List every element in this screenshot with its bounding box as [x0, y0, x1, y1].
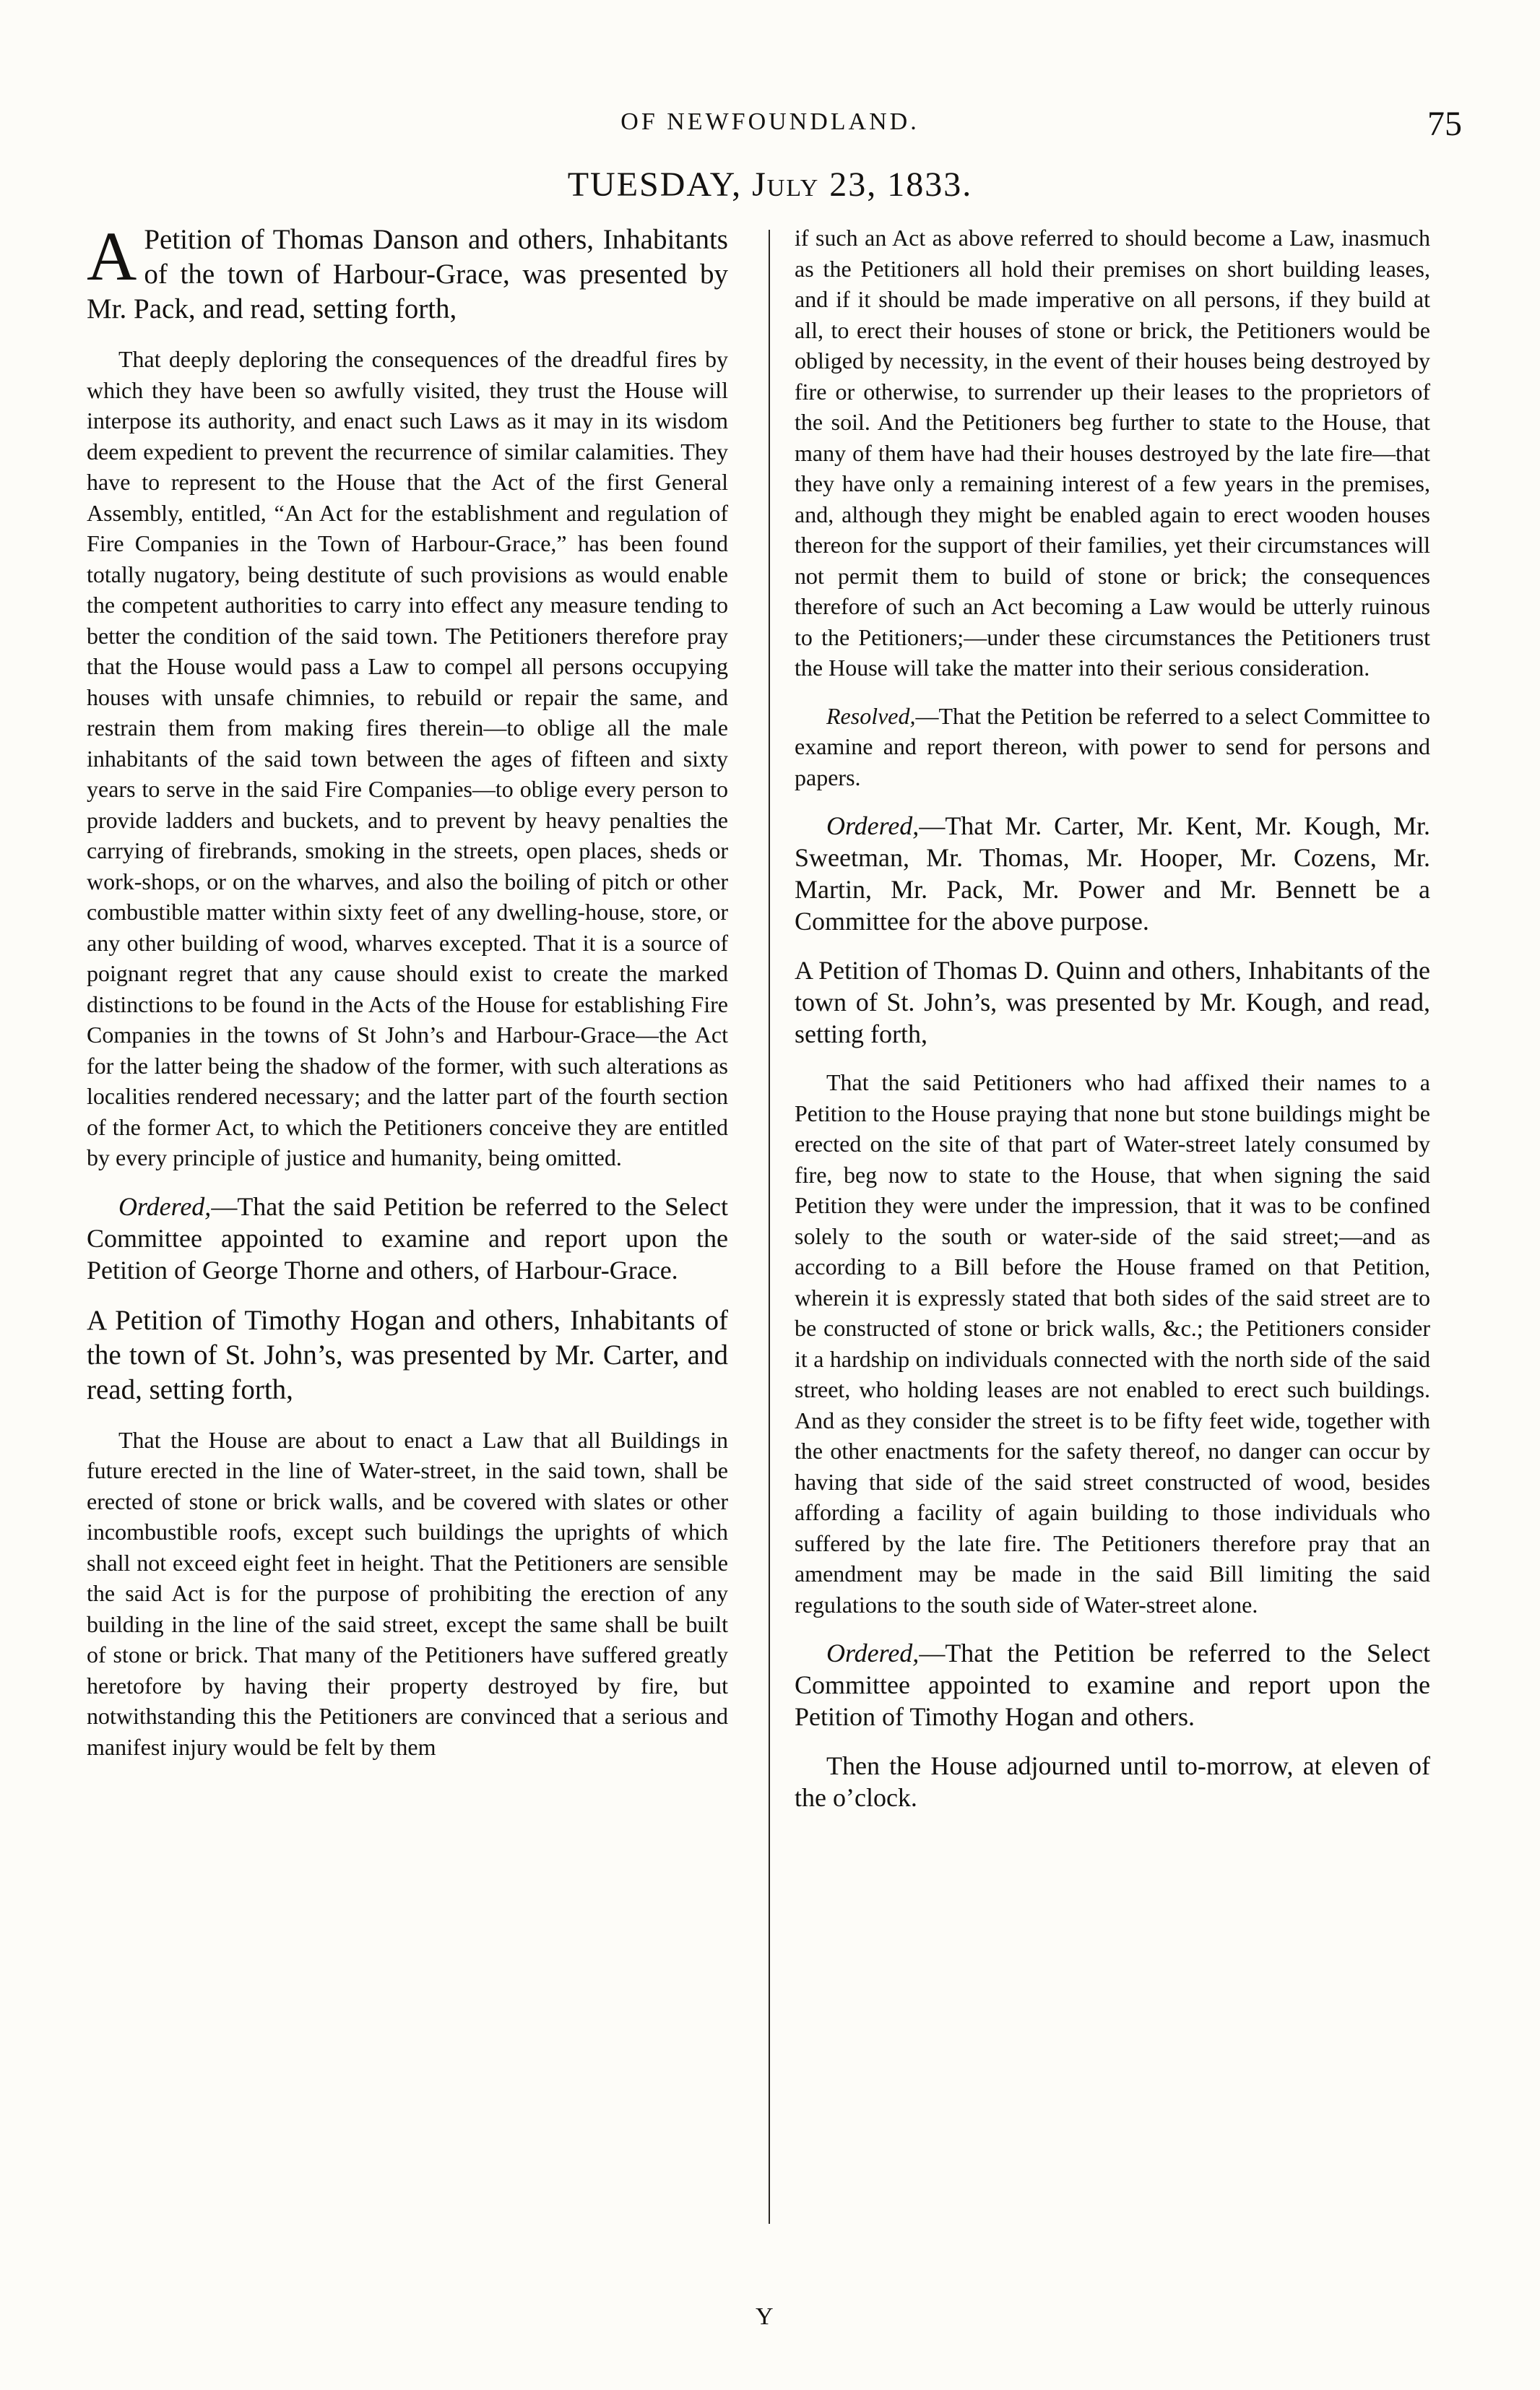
drop-cap: A — [87, 217, 137, 295]
order-lead: Ordered, — [826, 811, 920, 840]
petition-quinn-body: That the said Petitioners who had affixed their names to a Petition to the House praying that none but stone buildings might be erected on the site of that part of Water-street lately consumed by fire, beg now to state to the House, that when signing the said Petition they were under the impression, that it was to be confined solely to the south or water-side of the said street;—and as according to a Bill before the House framed on that Petition, wherein it is expressly stated that both sides of the said street are to be constructed of stone or brick walls, &c.; the Petitioners consider it a hardship on individuals connected with the north side of the said street, who holding leases are not enabled to erect such buildings. And as they consider the street is to be fifty feet wide, together with the other enactments for the safety thereof, no danger can occur by having that side of the said street constructed of wood, besides affording a facility of again building to those individuals who suffered by the late fire. The Petitioners therefore pray that an amendment may be made in the said Bill limiting the said regulations to the south side of Water-street alone. — [795, 1069, 1430, 1618]
petition-danson-body: That deeply deploring the consequences of the dreadful fires by which they have been so awfully visited, they trust the House will interpose its authority, and enact such Laws as it may in its wisdom deem expedient to prevent the recurrence of similar calamities. They have to represent to the House that the Act of the first General Assembly, entitled, “An Act for the establishment and regulation of Fire Companies in the Town of Harbour-Grace,” has been found totally nugatory, being destitute of such provisions as would enable the competent authorities to carry into effect any measure tending to better the condition of the said town. The Petitioners therefore pray that the House would pass a Law to compel all persons occupying houses with unsafe chimnies, to rebuild or repair the same, and restrain them from making fires therein—to oblige all the male inhabitants of the said town between the ages of fifteen and sixty years to serve in the said Fire Companies—to oblige every person to provide ladders and buckets, and to prevent by heavy penalties the carrying of firebrands, smoking in the streets, open places, sheds or work-shops, or on the wharves, and also the boiling of pitch or other combustible matter within sixty feet of any dwelling-house, store, or any other building of wood, wharves excepted. That it is a source of poignant regret that any cause should exist to create the marked distinctions to be found in the Acts of the House for establishing Fire Companies in the towns of St John’s and Harbour-Grace—the Act for the latter being the shadow of the former, with such alterations as localities rendered necessary; and the latter part of the fourth section of the former Act, to which the Petitioners conceive they are entitled by every principle of justice and humanity, being omitted. — [87, 346, 728, 1170]
petition-hogan-body: That the House are about to enact a Law that all Buildings in future erected in the line of Water-street, in the said town, shall be erected of stone or brick walls, and be covered with slates or other incombustible roofs, except such buildings the uprights of which shall not exceed eight feet in height. That the Petitioners are sensible the said Act is for the purpose of prohibiting the erection of any building in the line of the said street, except the same shall be built of stone or brick. That many of the Petitioners have suffered greatly heretofore by having their property destroyed by fire, but notwithstanding this the Petitioners are convinced that a serious and manifest injury would be felt by them — [87, 1426, 728, 1760]
order-text: —That the said Petition be referred to the Select Committee appointed to examine and report upon the Petition of George Thorne and others, of Harbour-Grace. — [87, 1191, 728, 1285]
petition-danson-heading — [87, 217, 728, 327]
session-date: TUESDAY, July 23, 1833. — [567, 165, 973, 204]
order-committee — [795, 810, 1430, 937]
column-divider — [769, 230, 770, 2224]
petition-hogan-body-continued: if such an Act as above referred to should become a Law, inasmuch as the Petitioners all hold their premises on short building leases, and if it should be made imperative on all persons, if they build at all, to erect their houses of stone or brick, the Petitioners would be obliged by necessity, in the event of their houses being destroyed by fire or otherwise, to surrender up their leases to the proprietors of the soil. And the Petitioners beg further to state to the House, that many of them have had their houses destroyed by the late fire—that they have only a remaining interest of a few years in the premises, and, although they might be enabled again to erect wooden houses thereon for the support of their families, yet their circumstances will not permit them to build of stone or brick; the consequences therefore of such an Act becoming a Law would be utterly ruinous to the Petitioners;—under these circumstances the Petitioners trust the House will take the matter into their serious consideration. — [795, 225, 1430, 681]
running-head — [0, 105, 1540, 152]
order-danson — [87, 1191, 728, 1286]
left-column — [87, 217, 728, 1779]
petition-quinn-heading: A Petition of Thomas D. Quinn and others, Inhabitants of the town of St. John’s, was presented by Mr. Kough, and read, setting forth, — [795, 956, 1430, 1048]
page-number: 75 — [1427, 105, 1462, 143]
petition-hogan-heading: A Petition of Timothy Hogan and others, Inhabitants of the town of St. John’s, was presented by Mr. Carter, and read, setting forth, — [87, 1304, 728, 1405]
resolved-hogan — [795, 701, 1430, 793]
order-text: —That the Petition be referred to the Select Committee appointed to examine and report upon the Petition of Timothy Hogan and others. — [795, 1639, 1430, 1731]
signature-mark: Y — [756, 2303, 774, 2330]
resolved-lead: Resolved, — [826, 702, 916, 729]
running-title: OF NEWFOUNDLAND. — [620, 108, 920, 135]
order-lead: Ordered, — [118, 1191, 212, 1221]
right-column — [795, 223, 1430, 1831]
order-quinn — [795, 1637, 1430, 1733]
order-lead: Ordered, — [826, 1639, 920, 1668]
resolved-text: —That the Petition be referred to a select Committee to examine and report thereon, with power to send for persons and papers. — [795, 702, 1430, 790]
order-text: —That Mr. Carter, Mr. Kent, Mr. Kough, Mr. Sweetman, Mr. Thomas, Mr. Hooper, Mr. Cozens, Mr. Martin, Mr. Pack, Mr. Power and Mr. Bennett be a Committee for the above purpose. — [795, 811, 1430, 936]
adjournment: Then the House adjourned until to-morrow, at eleven of the o’clock. — [795, 1751, 1430, 1812]
petition-danson-heading-text: Petition of Thomas Danson and others, Inhabitants of the town of Harbour-Grace, was presented by Mr. Pack, and read, setting forth, — [87, 224, 728, 324]
